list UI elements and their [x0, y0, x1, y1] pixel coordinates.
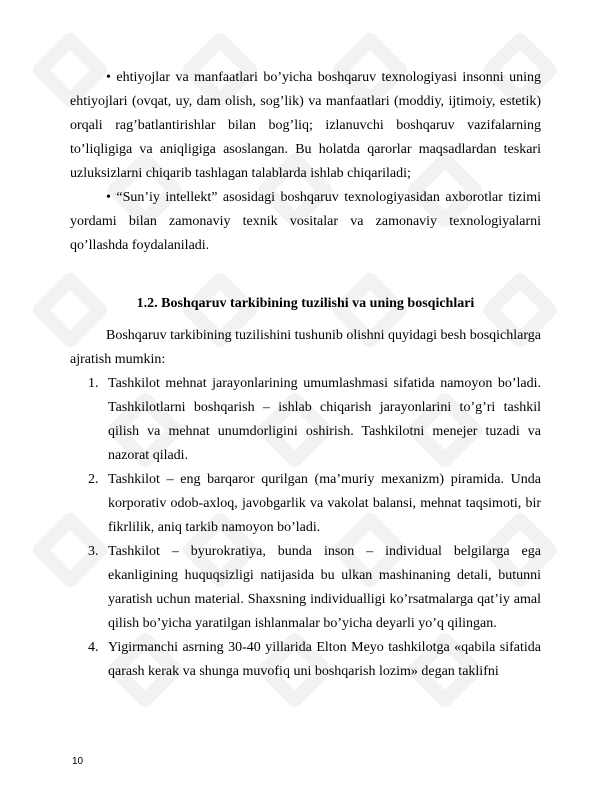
list-item-number: 2.: [88, 472, 99, 487]
list-item: [70, 540, 541, 636]
bullet-paragraph-artificial-intelligence: • “Sun’iy intellekt” asosidagi boshqaruv texnologiyasidan axborotlar tizimi yordami bilan zamonaviy texnik vositalar va zamonaviy texnologiyalarni qo’llashda foydalaniladi.: [70, 190, 541, 253]
list-item-number: 4.: [88, 640, 99, 655]
section-spacer: [70, 258, 541, 292]
list-item-text: Tashkilot – byurokratiya, bunda inson – individual belgilarga ega ekanligining huquqsizligi natijasida bu ulkan mashinaning detali, butunni yaratish uchun material. Shaxsning individualligi ko’rsatmalarga qat’iy amal qilish bo’yicha yaratilgan ishlanmalar bo’yicha deyarli yo’q qilingan.: [108, 544, 541, 631]
page-number: 10: [72, 756, 84, 767]
list-item-number: 3.: [88, 544, 99, 559]
list-item-text: Yigirmanchi asrning 30-40 yillarida Elton Meyo tashkilotga «qabila sifatida qarash kerak va shunga muvofiq uni boshqarish lozim» degan taklifni: [108, 640, 541, 679]
page-body: [70, 66, 541, 684]
list-item-text: Tashkilot mehnat jarayonlarining umumlashmasi sifatida namoyon bo’ladi. Tashkilotlarni boshqarish – ishlab chiqarish jarayonlarini to’g’ri tashkil qilish va mehnat unumdorligini oshirish. Tashkilotni menejer tuzadi va nazorat qiladi.: [108, 376, 541, 463]
intro-paragraph: Boshqaruv tarkibining tuzilishini tushunib olishni quyidagi besh bosqichlarga ajratish mumkin:: [70, 328, 541, 367]
bullet-paragraph-needs-interests: • ehtiyojlar va manfaatlari bo’yicha boshqaruv texnologiyasi insonni uning ehtiyojlari (ovqat, uy, dam olish, sog’lik) va manfaatlari (moddiy, ijtimoiy, estetik) orqali rag’batlantirishlar bilan bog’liq; izlanuvchi boshqaruv vazifalarning to’liqligiga va aniqligiga asoslangan. Bu holatda qarorlar maqsadlardan teskari uzluksizlarni chiqarib tashlagan talablarda ishlab chiqariladi;: [70, 70, 541, 181]
list-item-number: 1.: [88, 376, 99, 391]
list-item: [70, 468, 541, 540]
stages-list: [70, 372, 541, 684]
list-item: [70, 372, 541, 468]
section-heading: 1.2. Boshqaruv tarkibining tuzilishi va uning bosqichlari: [136, 296, 475, 311]
list-item-text: Tashkilot – eng barqaror qurilgan (ma’muriy mexanizm) piramida. Unda korporativ odob-axloq, javobgarlik va vakolat balansi, mehnat taqsimoti, bir fikrlilik, aniq tarkib namoyon bo’ladi.: [108, 472, 541, 535]
list-item: [70, 636, 541, 684]
